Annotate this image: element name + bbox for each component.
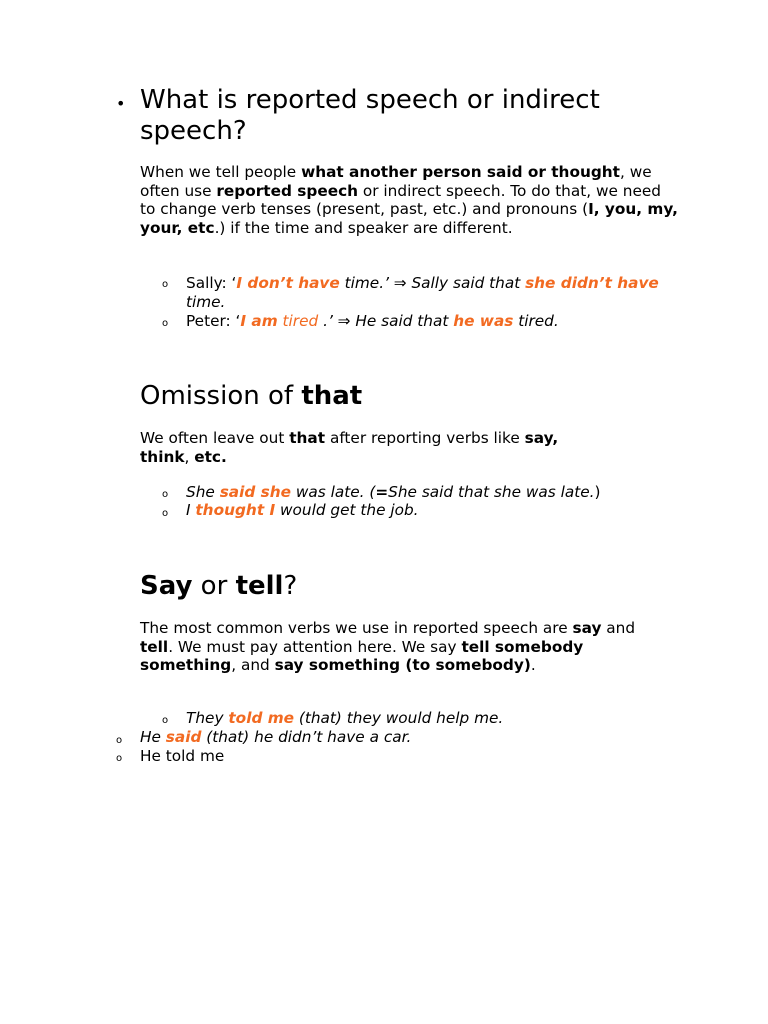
- example-peter: Peter: ‘I am tired .’ ⇒ He said that he was tired.: [186, 312, 559, 330]
- bullet-circle: o: [116, 753, 123, 764]
- bullet-circle: o: [162, 715, 169, 726]
- heading-omission-of-that: Omission of that: [140, 381, 363, 411]
- example-he-said: He said (that) he didn’t have a car.: [140, 728, 412, 746]
- example-she-said: She said she was late. (=She said that she was late.): [186, 483, 601, 501]
- bullet-disc: •: [116, 94, 126, 113]
- example-he-told-me: He told me: [140, 747, 225, 765]
- omission-paragraph: We often leave out that after reporting verbs like say, think, etc.: [140, 429, 559, 466]
- bullet-circle: o: [162, 508, 169, 519]
- bullet-circle: o: [116, 735, 123, 746]
- bullet-circle: o: [162, 318, 169, 329]
- say-tell-paragraph: The most common verbs we use in reported speech are say and tell. We must pay attention here. We say tell somebody something, and say something (to somebody).: [140, 619, 636, 674]
- heading-reported-speech: What is reported speech or indirect speech?: [140, 85, 600, 146]
- example-i-thought: I thought I would get the job.: [186, 501, 419, 519]
- bullet-circle: o: [162, 489, 169, 500]
- intro-paragraph: When we tell people what another person said or thought, we often use reported speech or indirect speech. To do that, we need to change verb tenses (present, past, etc.) and pronouns (I, you, my, your, etc.) if the time and speaker are different.: [140, 163, 678, 237]
- heading-say-or-tell: Say or tell?: [140, 571, 298, 601]
- example-sally: Sally: ‘I don’t have time.’ ⇒ Sally said that she didn’t have time.: [186, 274, 659, 311]
- bullet-circle: o: [162, 279, 169, 290]
- example-they-told-me: They told me (that) they would help me.: [186, 709, 504, 727]
